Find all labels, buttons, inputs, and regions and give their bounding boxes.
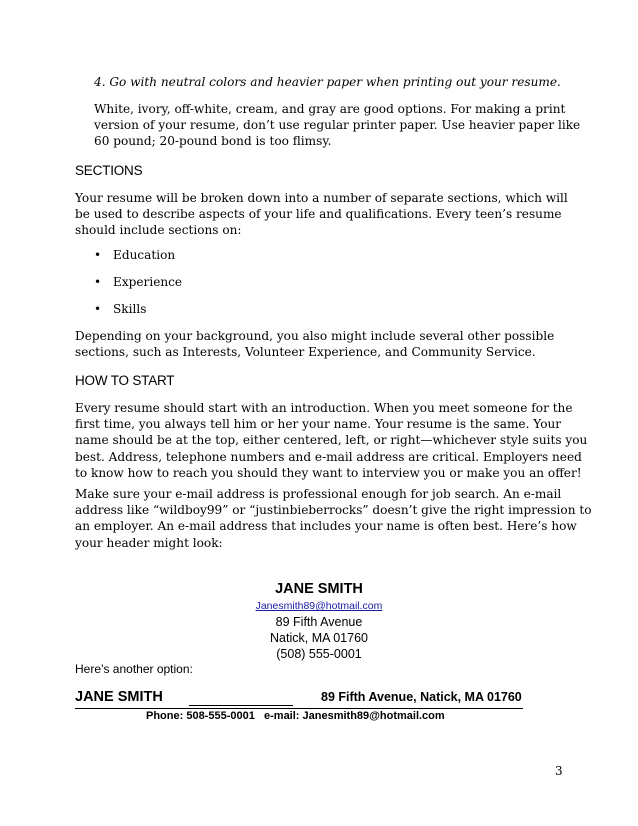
bullet-icon: • [94,248,102,262]
header2-name: JANE SMITH [75,689,163,705]
start-line: to know how to reach you should they want to interview you or make you an offer! [75,465,582,480]
header-example-centered [219,580,419,662]
bullet-icon: • [94,275,102,289]
sections-heading: SECTIONS [75,163,143,178]
sections-intro-line: should include sections on: [75,223,242,238]
list-item-label: Skills [113,302,147,316]
start-paragraph-1 [75,400,587,481]
header-city: Natick, MA 01760 [270,631,368,645]
start-line: best. Address, telephone numbers and e-mail address are critical. Employers need [75,449,582,464]
header-phone: (508) 555-0001 [276,647,362,661]
header2-divider [75,708,523,709]
another-option-label: Here’s another option: [75,662,193,676]
start-paragraph-2 [75,486,591,551]
start-line: your header might look: [75,535,223,550]
sections-outro-line: sections, such as Interests, Volunteer Experience, and Community Service. [75,345,536,360]
header-name: JANE SMITH [275,581,363,597]
header2-address: 89 Fifth Avenue, Natick, MA 01760 [321,690,522,704]
tip-paragraph [94,101,580,150]
sections-intro [75,190,568,239]
start-line: Make sure your e-mail address is professional enough for job search. An e-mail [75,487,562,501]
header2-underline-short [189,705,293,706]
sections-intro-line: be used to describe aspects of your life and qualifications. Every teen’s resume [75,207,562,222]
list-item-label: Experience [113,275,183,289]
start-line: name should be at the top, either centered, left, or right—whichever style suits you [75,433,588,448]
header-email-link[interactable]: Janesmith89@hotmail.com [255,600,383,612]
tip-heading: 4. Go with neutral colors and heavier paper when printing out your resume. [94,75,561,89]
page-number: 3 [555,764,563,778]
sections-outro [75,328,554,360]
tip-line: White, ivory, off-white, cream, and gray are good options. For making a print [94,102,566,116]
bullet-icon: • [94,302,102,316]
sections-outro-line: Depending on your background, you also might include several other possible [75,329,555,343]
header2-contact: Phone: 508-555-0001 e-mail: Janesmith89@hotmail.com [146,710,445,722]
start-heading: HOW TO START [75,373,175,388]
tip-line: version of your resume, don’t use regular printer paper. Use heavier paper like [94,118,581,133]
header-street: 89 Fifth Avenue [275,615,363,629]
start-line: an employer. An e-mail address that includes your name is often best. Here’s how [75,519,577,534]
start-line: address like “wildboy99” or “justinbieberrocks” doesn’t give the right impression to [75,503,592,518]
tip-line: 60 pound; 20-pound bond is too flimsy. [94,134,332,149]
start-line: Every resume should start with an introduction. When you meet someone for the [75,401,573,415]
list-item-label: Education [113,248,176,262]
sections-intro-line: Your resume will be broken down into a number of separate sections, which will [75,191,568,205]
start-line: first time, you always tell him or her your name. Your resume is the same. Your [75,417,562,432]
